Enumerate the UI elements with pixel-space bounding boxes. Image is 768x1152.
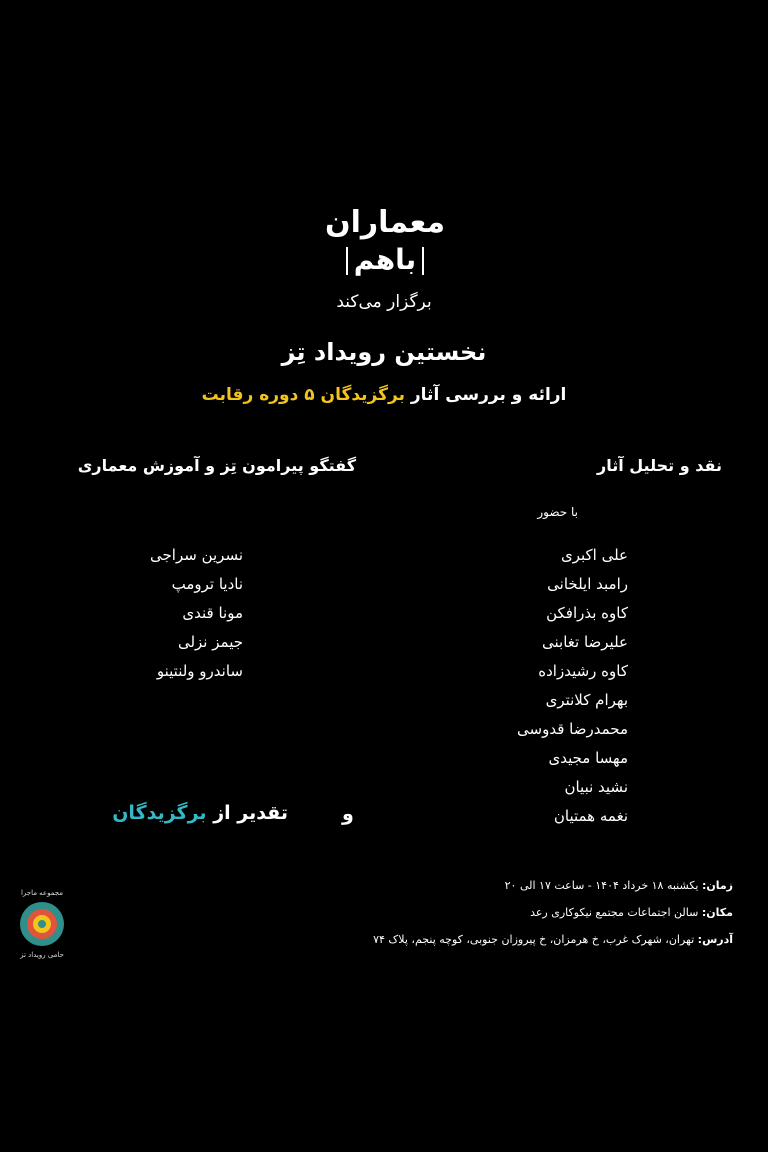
list-item: محمدرضا قدوسی — [517, 720, 628, 738]
list-item: نسرین سراجی — [150, 546, 243, 564]
list-item: علیرضا تغابنی — [542, 633, 628, 651]
event-address — [373, 931, 733, 949]
list-item: کاوه رشیدزاده — [538, 662, 628, 680]
target-rings-icon — [19, 901, 65, 947]
time-label: زمان: — [701, 879, 733, 892]
list-item: مونا قندی — [182, 604, 243, 622]
subtitle — [0, 382, 768, 408]
org-top-text: مجموعه ماجرا — [20, 889, 64, 897]
address-label: آدرس: — [697, 933, 733, 946]
critique-heading: نقد و تحلیل آثار — [596, 456, 722, 475]
attend-label: با حضور — [537, 505, 578, 519]
appreciation-prefix: تقدیر از — [213, 802, 288, 824]
hosts-text: برگزار می‌کند — [336, 292, 432, 312]
logo-line-2 — [300, 241, 470, 279]
list-item: جیمز نزلی — [177, 633, 243, 651]
list-item: ساندرو ولنتینو — [156, 662, 243, 680]
place-value: سالن اجتماعات مجتمع نیکوکاری رعد — [530, 906, 699, 919]
list-item: رامبد ایلخانی — [547, 575, 628, 593]
logo-line-2-text: باهم — [353, 243, 417, 276]
brand-logo — [300, 205, 470, 285]
subtitle-prefix: ارائه و بررسی آثار — [410, 385, 567, 405]
talk-names-list — [150, 541, 243, 686]
address-value: تهران، شهرک غرب، خ هرمزان، خ پیروزان جنوبی، کوچه پنجم، پلاک ۷۴ — [373, 933, 695, 946]
logo-bar-right — [346, 247, 348, 275]
list-item: علی اکبری — [560, 546, 628, 564]
org-logo — [14, 888, 70, 960]
place-label: مکان: — [701, 906, 733, 919]
and-word: و — [342, 803, 354, 825]
critique-names-list — [517, 541, 628, 831]
list-item: نادیا ترومپ — [171, 575, 243, 593]
logo-line-1: معماران — [324, 205, 446, 240]
rings-svg — [19, 901, 65, 947]
list-item: نغمه همتیان — [553, 807, 628, 825]
event-title: نخستین رویداد تِز — [281, 338, 487, 366]
appreciation-text — [112, 798, 288, 828]
subtitle-highlight: برگزیدگان ۵ دوره رقابت — [201, 385, 405, 405]
list-item: کاوه بذرافکن — [546, 604, 628, 622]
time-value: یکشنبه ۱۸ خرداد ۱۴۰۴ - ساعت ۱۷ الی ۲۰ — [504, 879, 699, 892]
logo-bar-left — [422, 247, 424, 275]
appreciation-highlight: برگزیدگان — [112, 802, 207, 824]
org-bottom-text: حامی رویداد تز — [20, 951, 64, 959]
event-time — [505, 877, 733, 895]
list-item: نشید نبیان — [564, 778, 628, 796]
event-place — [530, 904, 733, 922]
ring-center — [38, 920, 46, 928]
list-item: مهسا مجیدی — [548, 749, 628, 767]
talk-heading: گفتگو پیرامون تِز و آموزش معماری — [77, 456, 356, 475]
list-item: بهرام کلانتری — [545, 691, 628, 709]
